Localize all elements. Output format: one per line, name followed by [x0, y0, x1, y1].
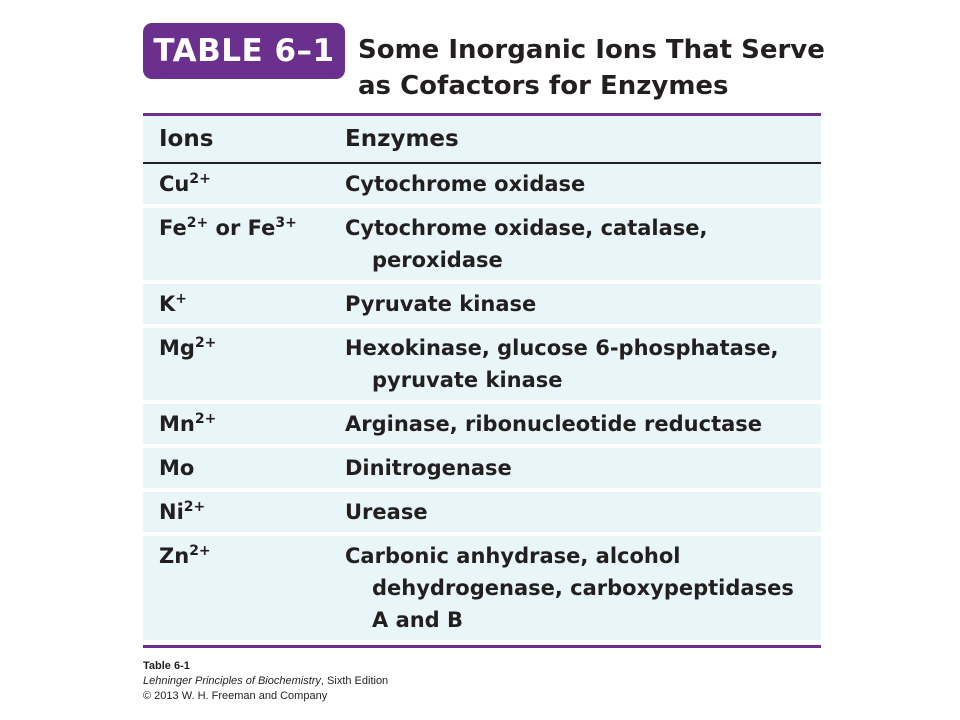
enzyme-text-line: pyruvate kinase [372, 368, 563, 392]
ion-cell [143, 452, 345, 484]
ion-symbol: or Fe [208, 216, 276, 240]
table-row [143, 492, 821, 532]
enzyme-text-line: Carbonic anhydrase, alcohol [345, 544, 681, 568]
enzymes-cell [345, 212, 821, 276]
enzyme-text-line: Dinitrogenase [345, 456, 512, 480]
enzyme-text-line: Arginase, ribonucleotide reductase [345, 412, 763, 436]
ion-symbol: Cu [159, 172, 190, 196]
ion-symbol: Mg [159, 336, 195, 360]
credit-book-line [143, 674, 388, 689]
table-row [143, 284, 821, 324]
enzymes-cell [345, 496, 821, 528]
ion-symbol: Ni [159, 500, 184, 524]
table-row [143, 404, 821, 444]
table-title: Some Inorganic Ions That Serve as Cofactors for Enzymes [358, 35, 825, 101]
ion-cell [143, 332, 345, 396]
table-row [143, 448, 821, 488]
ion-cell [143, 212, 345, 276]
ion-cell [143, 496, 345, 528]
source-credit [143, 659, 388, 704]
ion-charge: 2+ [189, 543, 211, 559]
enzyme-text-line: Pyruvate kinase [345, 292, 537, 316]
enzymes-cell [345, 288, 821, 320]
column-header-enzymes: Enzymes [345, 126, 459, 152]
table-number-badge [143, 23, 345, 79]
ions-table [143, 116, 821, 640]
enzymes-cell [345, 332, 821, 396]
enzymes-cell [345, 452, 821, 484]
table-row [143, 328, 821, 400]
enzyme-text-line: Cytochrome oxidase, catalase, [345, 216, 708, 240]
ion-charge: + [175, 291, 188, 307]
credit-label: Table 6-1 [143, 660, 190, 672]
ion-symbol: Zn [159, 544, 190, 568]
table-row [143, 164, 821, 204]
ion-charge: 2+ [186, 215, 209, 231]
table-number-label: TABLE 6–1 [153, 33, 335, 69]
enzyme-text-line: dehydrogenase, carboxypeptidases [372, 576, 794, 600]
bottom-rule [143, 645, 821, 648]
table-body [143, 164, 821, 640]
ion-cell [143, 540, 345, 636]
enzymes-cell [345, 540, 821, 636]
table-header-row [143, 116, 821, 164]
credit-copyright: © 2013 W. H. Freeman and Company [143, 690, 328, 702]
ion-charge: 2+ [189, 171, 211, 187]
credit-book-title: Lehninger Principles of Biochemistry [143, 675, 321, 687]
enzyme-text-line: Cytochrome oxidase [345, 172, 586, 196]
enzyme-text-line: Urease [345, 500, 428, 524]
enzyme-text-line: Hexokinase, glucose 6-phosphatase, [345, 336, 779, 360]
ion-charge: 2+ [194, 411, 217, 427]
ion-symbol: Mn [159, 412, 195, 436]
ion-symbol: K [159, 292, 176, 316]
ion-symbol: Mo [159, 456, 195, 480]
table-row [143, 208, 821, 280]
ion-cell [143, 168, 345, 200]
ion-charge: 2+ [194, 335, 217, 351]
enzymes-cell [345, 168, 821, 200]
credit-edition: , Sixth Edition [320, 675, 389, 687]
ion-cell [143, 408, 345, 440]
ion-symbol: Fe [159, 216, 187, 240]
enzyme-text-line: A and B [372, 608, 464, 632]
ion-charge: 2+ [183, 499, 206, 515]
column-header-ions: Ions [159, 126, 214, 152]
ion-cell [143, 288, 345, 320]
table-row [143, 536, 821, 640]
ion-charge: 3+ [275, 215, 297, 231]
enzymes-cell [345, 408, 821, 440]
enzyme-text-line: peroxidase [372, 248, 503, 272]
